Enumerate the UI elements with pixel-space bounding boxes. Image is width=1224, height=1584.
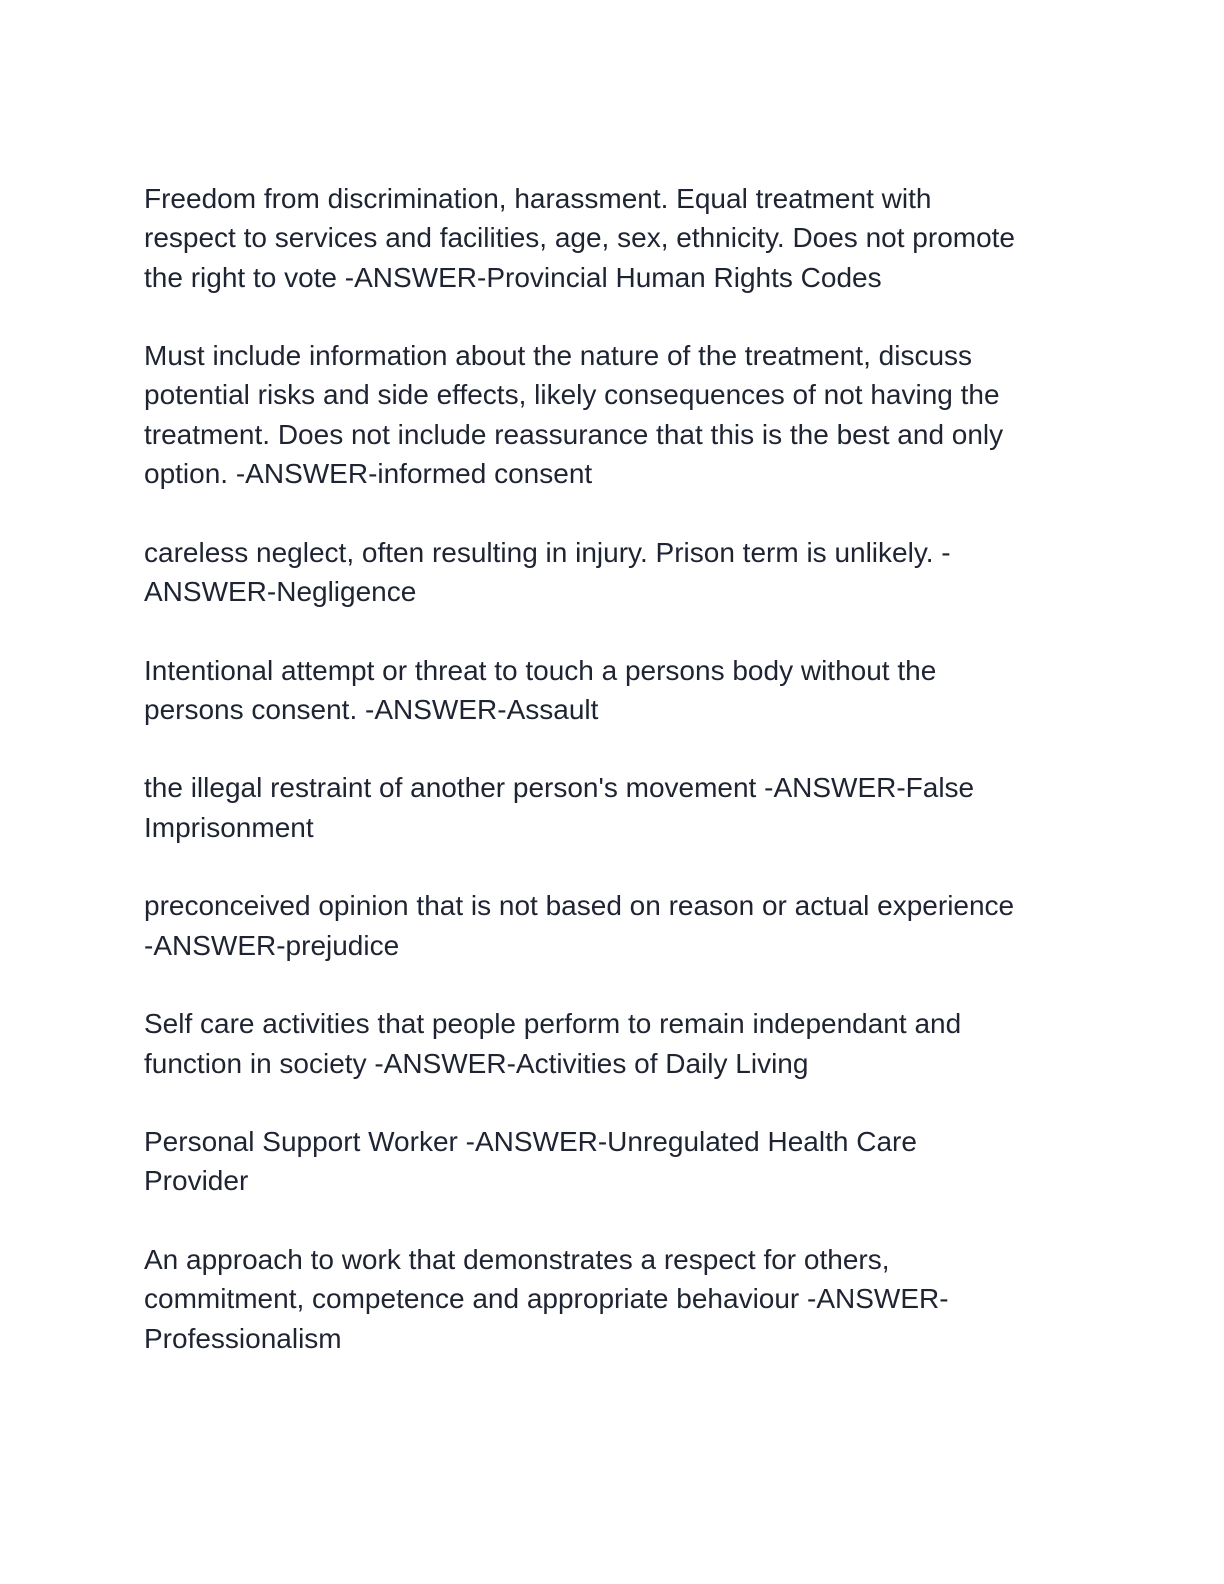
- qa-entry-false-imprisonment: the illegal restraint of another person's movement -ANSWER-False Imprisonment: [144, 772, 975, 843]
- qa-entry-unregulated-provider: Personal Support Worker -ANSWER-Unregulated Health Care Provider: [144, 1126, 917, 1197]
- qa-entry-informed-consent: Must include information about the nature of the treatment, discuss potential risks and side effects, likely consequences of not having the treatment. Does not include reassurance that this is the best and only option. -ANSWER-informed consent: [144, 340, 1004, 490]
- qa-entry-human-rights-codes: Freedom from discrimination, harassment. Equal treatment with respect to services and facilities, age, sex, ethnicity. Does not promote the right to vote -ANSWER-Provincial Human Rights Codes: [144, 183, 1016, 293]
- qa-entry-negligence: careless neglect, often resulting in injury. Prison term is unlikely. - ANSWER-Negligence: [144, 536, 951, 607]
- qa-entry-professionalism: An approach to work that demonstrates a respect for others, commitment, competence and appropriate behaviour -ANSWER- Professionalism: [144, 1244, 949, 1354]
- document-body: [144, 179, 1084, 1397]
- qa-entry-activities-of-daily-living: Self care activities that people perform to remain independant and function in society -ANSWER-Activities of Daily Living: [144, 1008, 962, 1079]
- qa-entry-prejudice: preconceived opinion that is not based on reason or actual experience -ANSWER-prejudice: [144, 890, 1015, 961]
- qa-entry-assault: Intentional attempt or threat to touch a persons body without the persons consent. -ANSWER-Assault: [144, 654, 937, 725]
